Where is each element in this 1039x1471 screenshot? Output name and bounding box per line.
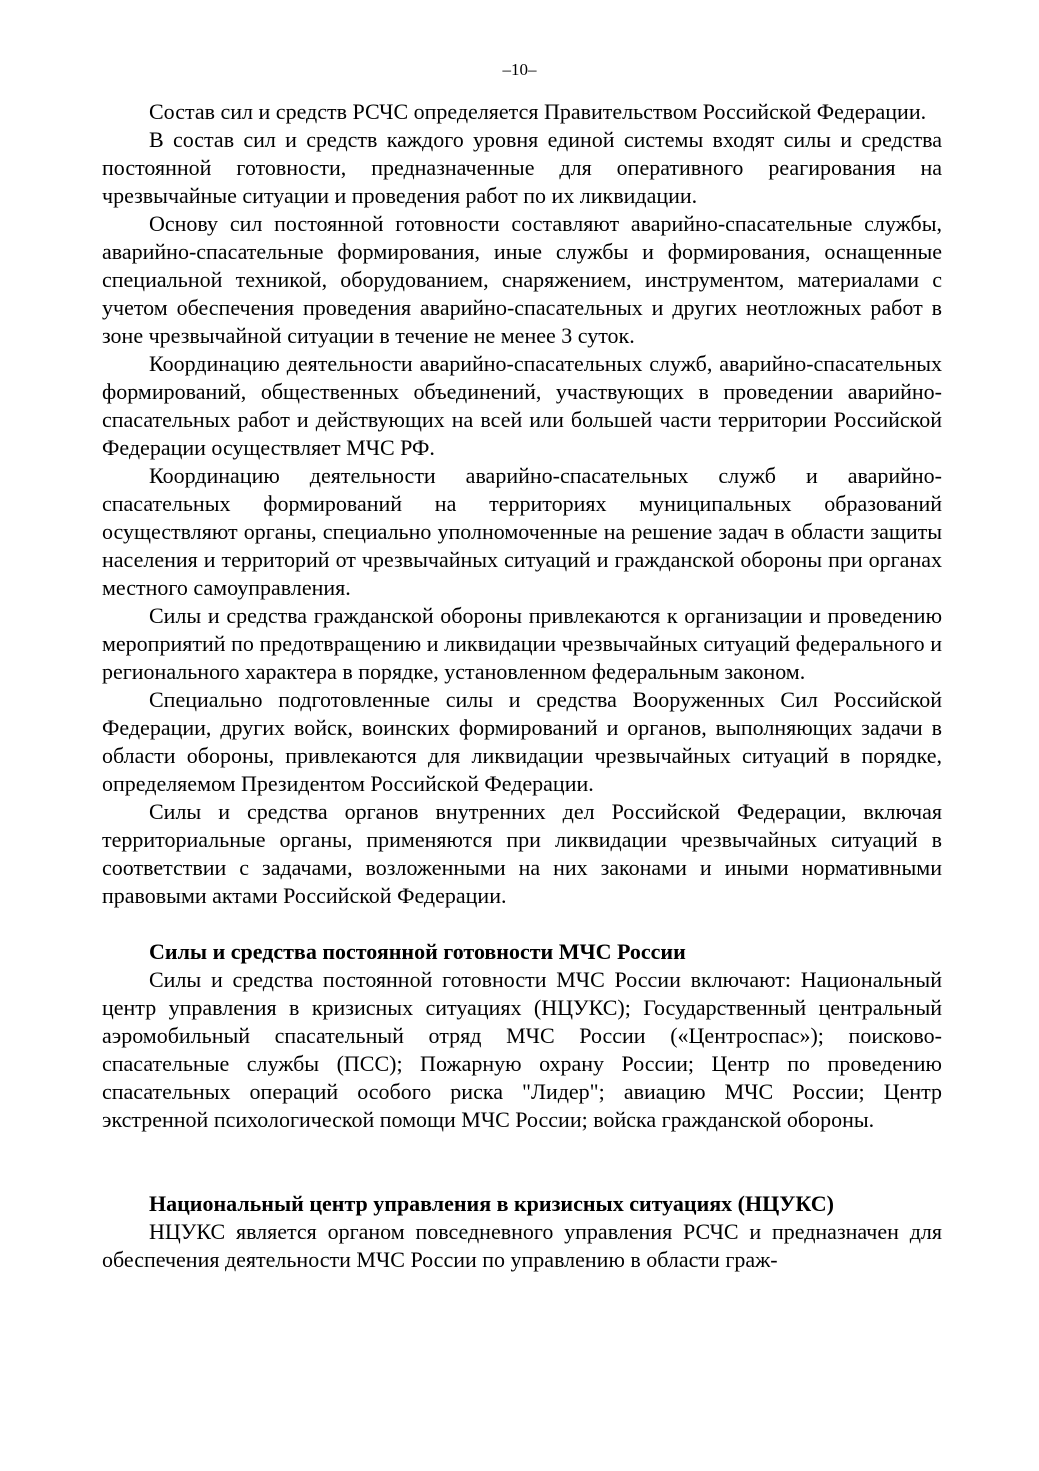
paragraph: Специально подготовленные силы и средства Вооруженных Сил Российской Федерации, других войск, воинских формирований и органов, выполняющих задачи в области обороны, привлекаются для ликвидации чрезвычайных ситуаций в порядке, определяемом Президентом Российской Федерации.	[102, 687, 942, 796]
paragraph: В состав сил и средств каждого уровня единой системы входят силы и средства постоянной готовности, предназначенные для оперативного реагирования на чрезвычайные ситуации и проведения работ по их ликвидации.	[102, 127, 942, 208]
paragraph: Координацию деятельности аварийно-спасательных служб, аварийно-спасательных формирований, общественных объединений, участвующих в проведении аварийно-спасательных работ и действующих на всей или большей части территории Российской Федерации осуществляет МЧС РФ.	[102, 351, 942, 460]
paragraph: Состав сил и средств РСЧС определяется Правительством Российской Федерации.	[149, 99, 927, 124]
section-heading: Национальный центр управления в кризисных ситуациях (НЦУКС)	[149, 1191, 834, 1216]
section-heading: Силы и средства постоянной готовности МЧС России	[149, 939, 686, 964]
page-number: –10–	[502, 60, 537, 79]
paragraph: Координацию деятельности аварийно-спасательных служб и аварийно-спасательных формирований на территориях муниципальных образований осуществляют органы, специально уполномоченные на решение задач в области защиты населения и территорий от чрезвычайных ситуаций и гражданской обороны при органах местного самоуправления.	[102, 463, 942, 600]
paragraph: Силы и средства органов внутренних дел Российской Федерации, включая территориальные органы, применяются при ликвидации чрезвычайных ситуаций в соответствии с задачами, возложенными на них законами и иными нормативными правовыми актами Российской Федерации.	[102, 799, 942, 908]
paragraph: Силы и средства постоянной готовности МЧС России включают: Национальный центр управления в кризисных ситуациях (НЦУКС); Государственный центральный аэромобильный спасательный отряд МЧС России («Центроспас»); поисково-спасательные службы (ПСС); Пожарную охрану России; Центр по проведению спасательных операций особого риска "Лидер"; авиацию МЧС России; Центр экстренной психологической помощи МЧС России; войска гражданской обороны.	[102, 967, 942, 1132]
spacer	[102, 1134, 942, 1190]
spacer	[102, 910, 942, 938]
paragraph: Основу сил постоянной готовности составляют аварийно-спасательные службы, аварийно-спасательные формирования, иные службы и формирования, оснащенные специальной техникой, оборудованием, снаряжением, инструментом, материалами с учетом обеспечения проведения аварийно-спасательных и других неотложных работ в зоне чрезвычайной ситуации в течение не менее 3 суток.	[102, 211, 942, 348]
page-body	[102, 98, 942, 1274]
paragraph: НЦУКС является органом повседневного управления РСЧС и предназначен для обеспечения деятельности МЧС России по управлению в области граж-	[102, 1219, 942, 1272]
paragraph: Силы и средства гражданской обороны привлекаются к организации и проведению мероприятий по предотвращению и ликвидации чрезвычайных ситуаций федерального и регионального характера в порядке, установленном федеральным законом.	[102, 603, 942, 684]
